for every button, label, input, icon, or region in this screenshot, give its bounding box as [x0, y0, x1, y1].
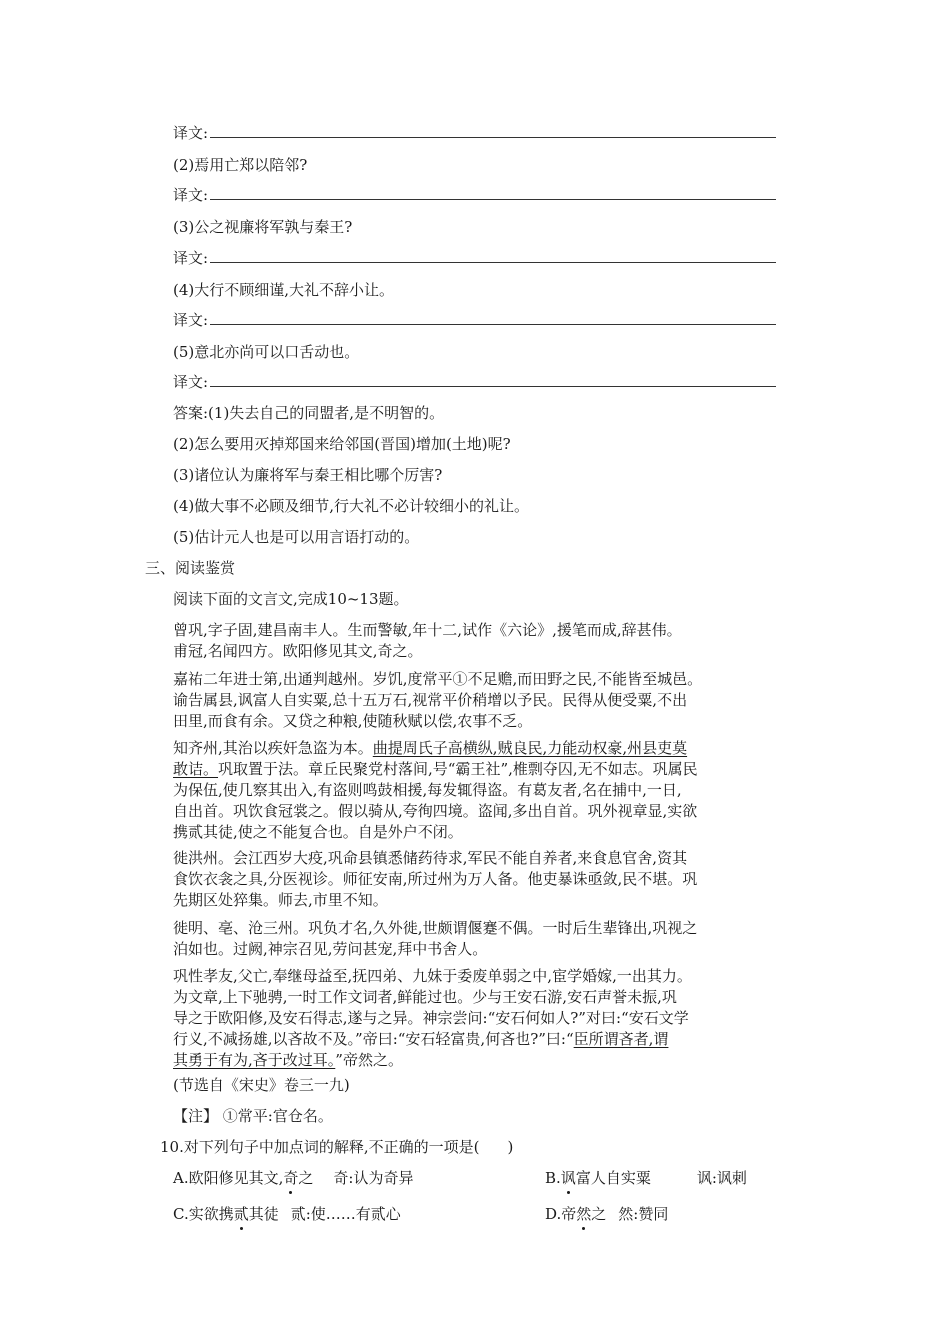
passage-line: 徙明、亳、沧三州。巩负才名,久外徙,世颇谓偃蹇不偶。一时后生辈锋出,巩视之 — [173, 919, 698, 937]
translation-blank-5[interactable] — [173, 372, 776, 392]
passage-line: 巩性孝友,父亡,奉继母益至,抚四弟、九妹于委废单弱之中,宦学婚嫁,一出其力。 — [173, 967, 692, 985]
passage-line: 导之于欧阳修,及安石得志,遂与之异。神宗尝问:“安石何如人?”对曰:“安石文学 — [173, 1009, 689, 1027]
choice-b[interactable] — [545, 1168, 747, 1188]
passage-paragraph-1 — [173, 620, 813, 662]
sentence-2: (2)焉用亡郑以陪邻? — [173, 156, 308, 174]
answer-2: (2)怎么要用灭掉郑国来给邻国(晋国)增加(土地)呢? — [173, 435, 511, 453]
translation-label: 译文: — [173, 124, 209, 142]
passage-line — [173, 759, 813, 780]
choice-text: 其徒 — [248, 1205, 279, 1223]
choice-text: B. — [545, 1169, 561, 1187]
passage-note: 【注】 ①常平:官仓名。 — [173, 1107, 333, 1125]
answer-blank[interactable] — [210, 186, 776, 200]
underlined-sentence: 其勇于有为,吝于改过耳。 — [173, 1051, 336, 1069]
choice-text: C.实欲携 — [173, 1205, 234, 1223]
choice-text: A.欧阳修见其文, — [173, 1169, 284, 1187]
sentence-4: (4)大行不顾细谨,大礼不辞小让。 — [173, 281, 395, 299]
choice-a[interactable] — [173, 1168, 413, 1188]
translation-label: 译文: — [173, 311, 209, 329]
underlined-sentence: 敢诘。 — [173, 760, 219, 778]
translation-blank-2[interactable] — [173, 185, 776, 205]
question-text: ) — [507, 1138, 514, 1156]
passage-source: (节选自《宋史》卷三一九) — [173, 1076, 350, 1094]
passage-line: 食饮衣衾之具,分医视诊。师征安南,所过州为万人备。他吏暴诛亟敛,民不堪。巩 — [173, 870, 698, 888]
translation-blank-3[interactable] — [173, 248, 776, 268]
answer-blank[interactable] — [210, 124, 776, 138]
passage-line: 嘉祐二年进士第,出通判越州。岁饥,度常平①不足赡,而田野之民,不能皆至城邑。 — [173, 670, 703, 688]
passage-line: 为保伍,使几察其出入,有盗则鸣鼓相援,每发辄得盗。有葛友者,名在捕中,一日, — [173, 781, 682, 799]
passage-line: 徙洪州。会江西岁大疫,巩命县镇悉储药待求,军民不能自养者,来食息官舍,资其 — [173, 849, 688, 867]
passage-line: 曾巩,字子固,建昌南丰人。生而警敏,年十二,试作《六论》,援笔而成,辞甚伟。 — [173, 621, 682, 639]
underlined-sentence: 臣所谓吝者,谓 — [573, 1030, 669, 1048]
translation-label: 译文: — [173, 186, 209, 204]
passage-paragraph-4 — [173, 848, 813, 911]
choice-c[interactable] — [173, 1204, 401, 1224]
choice-d[interactable] — [545, 1204, 668, 1224]
translation-label: 译文: — [173, 249, 209, 267]
passage-line: 甫冠,名闻四方。欧阳修见其文,奇之。 — [173, 642, 423, 660]
question-10-stem — [160, 1137, 513, 1157]
answer-blank[interactable] — [210, 373, 776, 387]
passage-line: 为文章,上下驰骋,一时工作文词者,鲜能过也。少与王安石游,安石声誉未振,巩 — [173, 988, 677, 1006]
passage-text: 知齐州,其治以疾奸急盗为本。 — [173, 739, 373, 757]
translation-label: 译文: — [173, 373, 209, 391]
passage-line: 泊如也。过阙,神宗召见,劳问甚宠,拜中书舍人。 — [173, 940, 488, 958]
passage-paragraph-3 — [173, 738, 813, 843]
answer-1: 答案:(1)失去自己的同盟者,是不明智的。 — [173, 404, 445, 422]
dotted-word: 讽 — [560, 1169, 576, 1187]
passage-line: 田里,而食有余。又贷之种粮,使随秋赋以偿,农事不乏。 — [173, 712, 533, 730]
sentence-3: (3)公之视廉将军孰与秦王? — [173, 218, 353, 236]
passage-line: 先期区处猝集。师去,市里不知。 — [173, 891, 388, 909]
sentence-5: (5)意北亦尚可以口舌动也。 — [173, 343, 360, 361]
choice-text: 之 — [298, 1169, 314, 1187]
choice-gloss: 奇:认为奇异 — [333, 1169, 414, 1187]
answer-blank[interactable] — [210, 311, 776, 325]
passage-text: 行义,不减扬雄,以吝故不及。”帝曰:“安石轻富贵,何吝也?”曰:“ — [173, 1030, 574, 1048]
underlined-sentence: 曲提周氏子高横纵,贼良民,力能动权豪,州县吏莫 — [372, 739, 688, 757]
dotted-word: 然 — [576, 1205, 592, 1223]
passage-paragraph-6 — [173, 966, 813, 1071]
choice-text: D.帝 — [545, 1205, 577, 1223]
dotted-word: 奇 — [283, 1169, 299, 1187]
answer-blank[interactable] — [210, 249, 776, 263]
passage-line — [173, 1050, 813, 1071]
passage-paragraph-5 — [173, 918, 813, 960]
dotted-word: 贰 — [233, 1205, 249, 1223]
passage-line — [173, 738, 813, 759]
answer-5: (5)估计元人也是可以用言语打动的。 — [173, 528, 420, 546]
section-heading: 三、阅读鉴赏 — [145, 559, 236, 577]
choice-text: 之 — [591, 1205, 607, 1223]
translation-blank-4[interactable] — [173, 310, 776, 330]
question-text: 10.对下列句子中加点词的解释,不正确的一项是( — [160, 1138, 480, 1156]
choice-gloss: 然:赞同 — [618, 1205, 669, 1223]
choice-text: 富人自实粟 — [575, 1169, 651, 1187]
translation-blank-1[interactable] — [173, 123, 776, 143]
passage-line: 携贰其徒,使之不能复合也。自是外户不闭。 — [173, 823, 463, 841]
passage-text: ”帝然之。 — [335, 1051, 403, 1069]
answer-3: (3)诸位认为廉将军与秦王相比哪个厉害? — [173, 466, 443, 484]
passage-text: 巩取置于法。章丘民聚党村落间,号“霸王社”,椎剽夺囚,无不如志。巩属民 — [218, 760, 698, 778]
passage-paragraph-2 — [173, 669, 813, 732]
passage-line: 谕告属县,讽富人自实粟,总十五万石,视常平价稍增以予民。民得从便受粟,不出 — [173, 691, 688, 709]
passage-line — [173, 1029, 813, 1050]
answer-4: (4)做大事不必顾及细节,行大礼不必计较细小的礼让。 — [173, 497, 530, 515]
passage-line: 自出首。巩饮食冠裳之。假以骑从,夸徇四境。盗闻,多出自首。巩外视章显,实欲 — [173, 802, 698, 820]
choice-gloss: 贰:使……有贰心 — [290, 1205, 401, 1223]
reading-instruction: 阅读下面的文言文,完成10~13题。 — [173, 590, 409, 608]
choice-gloss: 讽:讽刺 — [696, 1169, 747, 1187]
